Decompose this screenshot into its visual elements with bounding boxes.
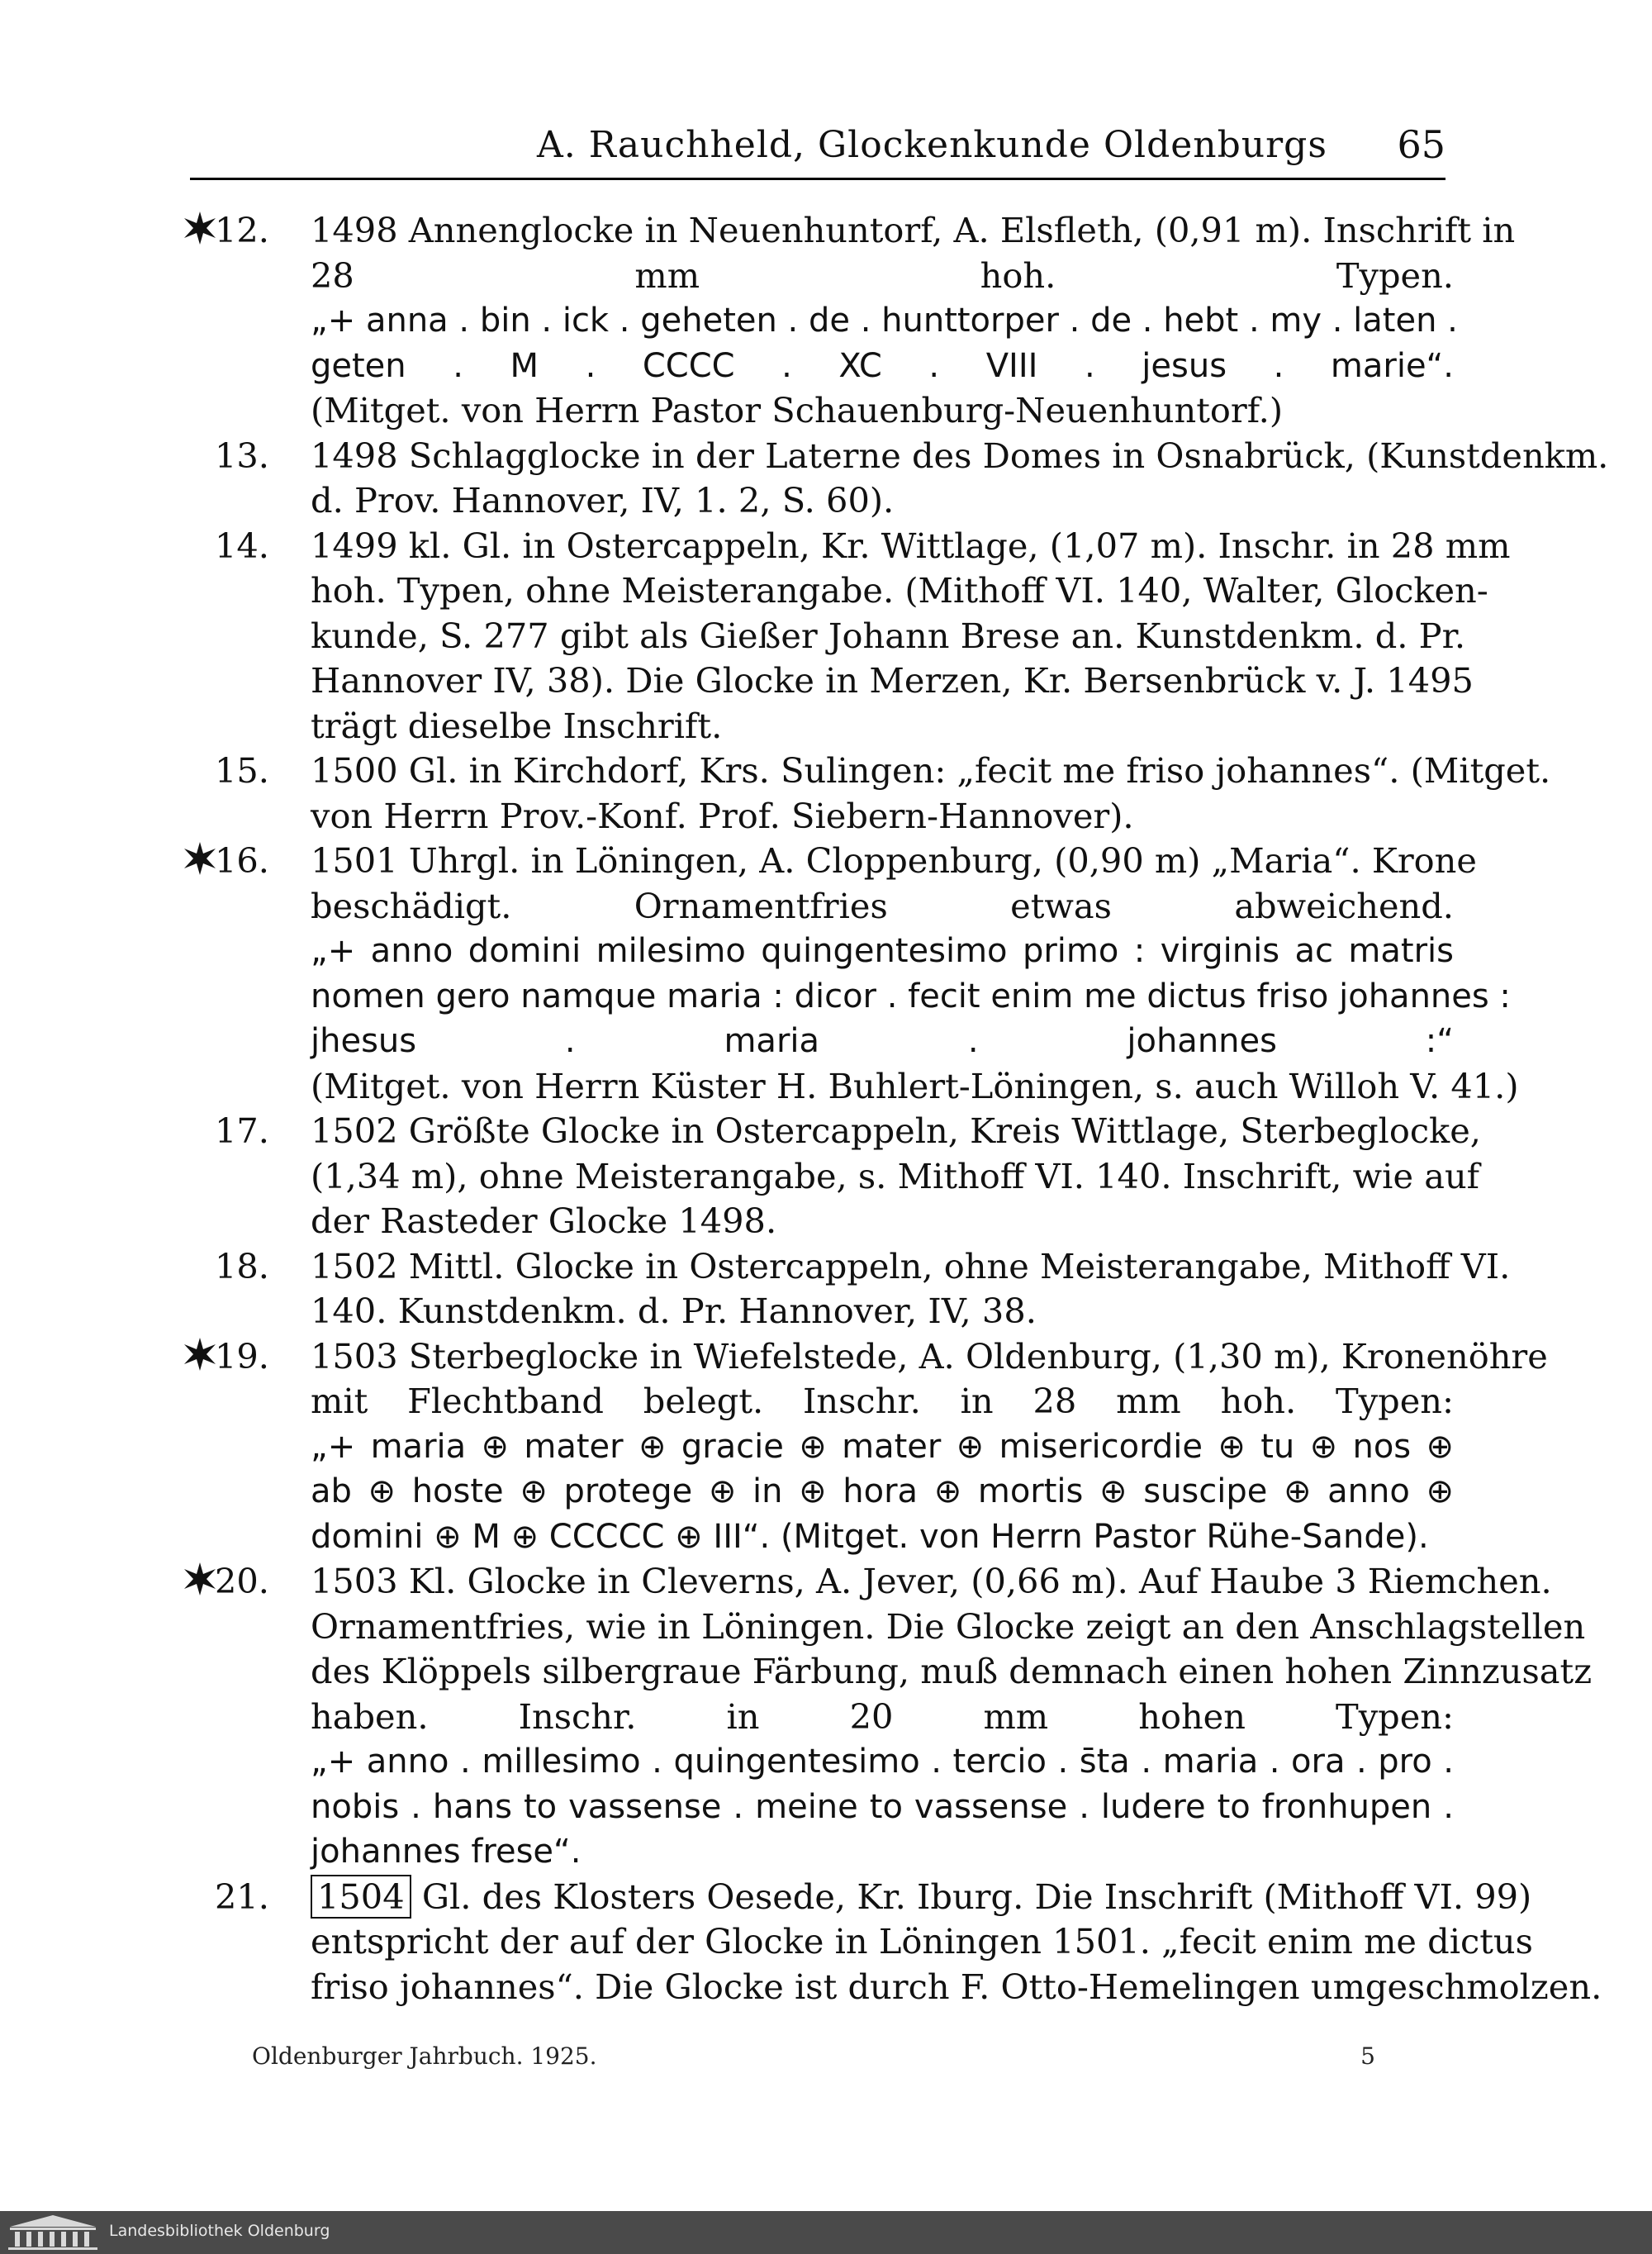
entry-number: 17.	[215, 1110, 269, 1151]
entry-20	[198, 1559, 1593, 1875]
entry-line: „+ anna . bin . ick . geheten . de . hunttorper . de . hebt . my . laten .	[311, 302, 1458, 340]
entry-line: mit Flechtband belegt. Inschr. in 28 mm hoh. Typen:	[311, 1381, 1454, 1421]
entry-13	[198, 434, 1609, 524]
entry-line: hoh. Typen, ohne Meisterangabe. (Mithoff VI. 140, Walter, Glocken-	[311, 570, 1488, 611]
entry-number: 14.	[215, 525, 269, 566]
entry-line: (Mitget. von Herrn Küster H. Buhlert-Löningen, s. auch Willoh V. 41.)	[311, 1065, 1519, 1106]
entry-line: 1503 Sterbeglocke in Wiefelstede, A. Oldenburg, (1,30 m), Kronenöhre	[311, 1335, 1548, 1377]
entry-line: 1502 Größte Glocke in Ostercappeln, Kreis Wittlage, Sterbeglocke,	[311, 1110, 1481, 1151]
entry-number: 18.	[215, 1245, 269, 1286]
entry-line: „+ maria ⊕ mater ⊕ gracie ⊕ mater ⊕ misericordie ⊕ tu ⊕ nos ⊕	[311, 1427, 1454, 1466]
entry-line: Ornamentfries, wie in Löningen. Die Glocke zeigt an den Anschlagstellen	[311, 1605, 1586, 1647]
footer-journal: Oldenburger Jahrbuch. 1925.	[252, 2042, 597, 2070]
entry-number: 20.	[215, 1561, 269, 1601]
entry-line: 28 mm hoh. Typen.	[311, 254, 1454, 296]
entry-line: 1498 Schlagglocke in der Laterne des Domes in Osnabrück, (Kunstdenkm.	[311, 435, 1609, 476]
star-marker-icon	[182, 210, 218, 246]
star-marker-icon	[182, 840, 218, 877]
entry-line: entspricht der auf der Glocke in Löningen 1501. „fecit enim me dictus	[311, 1921, 1533, 1962]
entry-line: d. Prov. Hannover, IV, 1. 2, S. 60).	[311, 480, 895, 521]
entry-line: 1498 Annenglocke in Neuenhuntorf, A. Elsfleth, (0,91 m). Inschrift in	[311, 210, 1516, 250]
entry-line-text: Gl. des Klosters Oesede, Kr. Iburg. Die Inschrift (Mithoff VI. 99)	[421, 1876, 1532, 1917]
header-title: A. Rauchheld, Glockenkunde Oldenburgs	[537, 124, 1327, 166]
document-body	[198, 208, 1609, 2009]
entry-17	[198, 1109, 1481, 1244]
entry-line: 1503 Kl. Glocke in Cleverns, A. Jever, (0,66 m). Auf Haube 3 Riemchen.	[311, 1561, 1552, 1601]
entry-line: jhesus . maria . johannes :“	[311, 1022, 1454, 1060]
entry-number: 12.	[215, 210, 269, 250]
entry-number: 16.	[215, 840, 269, 881]
entry-line: haben. Inschr. in 20 mm hohen Typen:	[311, 1695, 1454, 1737]
entry-line: (1,34 m), ohne Meisterangabe, s. Mithoff VI. 140. Inschrift, wie auf	[311, 1155, 1480, 1196]
boxed-year: 1504	[311, 1875, 411, 1919]
entry-line: 1501 Uhrgl. in Löningen, A. Cloppenburg, (0,90 m) „Maria“. Krone	[311, 840, 1477, 881]
entry-line: beschädigt. Ornamentfries etwas abweichend.	[311, 885, 1454, 926]
entry-14	[198, 524, 1511, 749]
entry-line: nomen gero namque maria : dicor . fecit enim me dictus friso johannes :	[311, 977, 1511, 1015]
entry-line: 1500 Gl. in Kirchdorf, Krs. Sulingen: „fecit me friso johannes“. (Mitget.	[311, 750, 1551, 791]
entry-line	[311, 1875, 1532, 1920]
entry-line: friso johannes“. Die Glocke ist durch F. Otto-Hemelingen umgeschmolzen.	[311, 1966, 1602, 2007]
entry-line: nobis . hans to vassense . meine to vassense . ludere to fronhupen .	[311, 1787, 1454, 1826]
entry-line: (Mitget. von Herrn Pastor Schauenburg-Neuenhuntorf.)	[311, 390, 1284, 430]
running-header	[190, 122, 1446, 180]
entry-number: 21.	[215, 1876, 269, 1917]
entry-15	[198, 749, 1551, 839]
entry-line: domini ⊕ M ⊕ CCCCC ⊕ III“. (Mitget. von Herrn Pastor Rühe-Sande).	[311, 1517, 1429, 1556]
entry-line: kunde, S. 277 gibt als Gießer Johann Brese an. Kunstdenkm. d. Pr.	[311, 615, 1466, 656]
footer-signature: 5	[1360, 2042, 1375, 2070]
star-marker-icon	[182, 1336, 218, 1372]
entry-line: 1502 Mittl. Glocke in Ostercappeln, ohne Meisterangabe, Mithoff VI.	[311, 1245, 1511, 1286]
entry-line: trägt dieselbe Inschrift.	[311, 705, 723, 746]
library-name: Landesbibliothek Oldenburg	[109, 2222, 330, 2240]
entry-12	[198, 208, 1516, 434]
entry-line: der Rasteder Glocke 1498.	[311, 1201, 777, 1241]
entry-line: Hannover IV, 38). Die Glocke in Merzen, Kr. Bersenbrück v. J. 1495	[311, 660, 1474, 701]
entry-line: ab ⊕ hoste ⊕ protege ⊕ in ⊕ hora ⊕ mortis ⊕ suscipe ⊕ anno ⊕	[311, 1472, 1454, 1510]
entry-line: „+ anno domini milesimo quingentesimo primo : virginis ac matris	[311, 932, 1454, 970]
entry-line: 140. Kunstdenkm. d. Pr. Hannover, IV, 38.	[311, 1291, 1037, 1331]
star-marker-icon	[182, 1561, 218, 1597]
entry-21	[198, 1875, 1602, 2010]
entry-line: geten . M . CCCC . XC . VIII . jesus . marie“.	[311, 346, 1454, 385]
library-logo-icon	[3, 2212, 102, 2252]
entry-line: „+ anno . millesimo . quingentesimo . tercio . s̄ta . maria . ora . pro .	[311, 1743, 1454, 1781]
entry-16	[198, 839, 1519, 1109]
entry-line: des Klöppels silbergraue Färbung, muß demnach einen hohen Zinnzusatz	[311, 1651, 1593, 1691]
entry-18	[198, 1244, 1511, 1334]
entry-number: 15.	[215, 750, 269, 791]
entry-line: johannes frese“.	[311, 1833, 582, 1871]
entry-19	[198, 1334, 1548, 1560]
entry-line: 1499 kl. Gl. in Ostercappeln, Kr. Wittlage, (1,07 m). Inschr. in 28 mm	[311, 525, 1511, 566]
entry-line: von Herrn Prov.-Konf. Prof. Siebern-Hannover).	[311, 795, 1134, 836]
page-number: 65	[1397, 122, 1446, 167]
entry-number: 13.	[215, 435, 269, 476]
entry-number: 19.	[215, 1335, 269, 1377]
